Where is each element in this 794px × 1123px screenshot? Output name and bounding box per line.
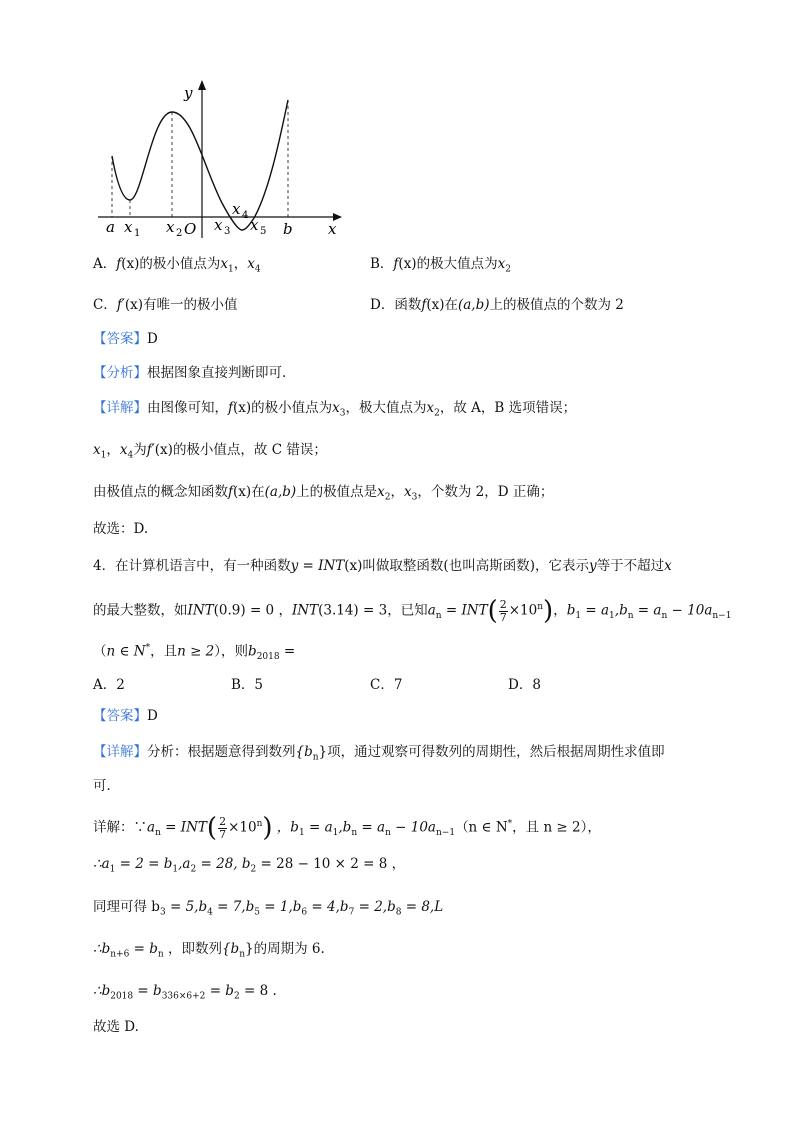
q3-answer: 【答案】D (93, 331, 158, 347)
q4-stem-1: 4．在计算机语言中，有一种函数y = INT(x)叫做取整函数(也叫高斯函数)，它表示y等于不超过x (93, 558, 672, 574)
label-origin: O (184, 220, 197, 238)
x-label: x (328, 220, 337, 238)
q4-detail-2: 可． (93, 778, 120, 794)
y-label: y (184, 84, 193, 102)
label-a: a (106, 218, 115, 236)
q3-analysis: 【分析】根据图象直接判断即可. (93, 365, 287, 381)
label-x1-sub: 1 (134, 228, 141, 239)
label-x5-sub: 5 (260, 226, 267, 237)
label-x5: x (250, 216, 259, 234)
q4-option-b[interactable]: B．5 (231, 677, 264, 693)
y-axis-arrow (198, 80, 206, 90)
curve (112, 100, 288, 230)
q3-detail-2: $x_1$，$x_4$为f′(x)的极小值点，故 C 错误； (93, 442, 327, 461)
q4-stem-2: 的最大整数，如INT(0.9) = 0 ，INT(3.14) = 3，已知$a_n = INT$( $\frac{2}{7}$ $\times 10^n$)，$b_1 = a_1,b_n = a_n - 10a_{n-1}$ (93, 596, 732, 626)
q4-answer: 【答案】D (93, 708, 158, 724)
label-x2: x (166, 218, 175, 236)
label-x3: x (214, 216, 223, 234)
q4-detail-4: $\therefore a_1 = 2 = b_1,a_2 = 28$, $b_2 = 28 - 10 \times 2 = 8$ ， (93, 856, 406, 875)
q4-choose: 故选 D. (93, 1019, 139, 1035)
q4-option-c[interactable]: C．7 (370, 677, 403, 693)
q4-detail-3: 详解：$\because a_n = INT$( $\frac{2}{7}$ $\times 10^n$) ，$b_1 = a_1,b_n = a_n - 10a_{n-1}(n$ ∈ N*，且 n ≥ 2）， (93, 813, 601, 843)
q4-detail-7: $\therefore b_{2018} = b_{336\times 6+2} = b_2 = 8$ . (93, 983, 277, 1002)
function-graph (92, 78, 352, 243)
q3-detail-3: 由极值点的概念知函数f(x)在(a,b)上的极值点是$x_2$，$x_3$，个数为 2，D 正确； (93, 484, 554, 503)
label-b: b (283, 220, 293, 238)
option-a[interactable]: A．f(x)的极小值点为$x_1$，$x_4$ (93, 256, 261, 275)
option-c[interactable]: C．f′(x)有唯一的极小值 (93, 297, 238, 313)
q4-detail-1: 【详解】分析：根据题意得到数列$\{b_n\}$项，通过观察可得数列的周期性，然后根据周期性求值即 (93, 744, 665, 763)
option-d[interactable]: D．函数f(x)在(a,b)上的极值点的个数为 2 (370, 297, 624, 313)
q4-option-a[interactable]: A．2 (93, 677, 125, 693)
label-x1: x (124, 218, 133, 236)
label-x4-sub: 4 (242, 210, 249, 221)
label-x3-sub: 3 (224, 226, 231, 237)
q4-detail-6: $\therefore b_{n+6} = b_n$ ，即数列$\{b_n\}$的周期为 6. (93, 941, 325, 960)
label-x4: x (232, 200, 241, 218)
q3-choose: 故选：D. (93, 521, 149, 537)
label-x2-sub: 2 (176, 228, 183, 239)
q3-detail-1: 【详解】由图像可知，f(x)的极小值点为$x_3$，极大值点为$x_2$，故 A，B 选项错误； (93, 400, 577, 419)
q4-option-d[interactable]: D．8 (508, 677, 541, 693)
q4-detail-5: 同理可得 $b_3 = 5,b_4 = 7,b_5 = 1,b_6 = 4,b_7 = 2,b_8 = 8,L$ (93, 899, 444, 918)
option-b[interactable]: B．f(x)的极大值点为$x_2$ (370, 256, 511, 275)
q4-stem-3: （n ∈ N*，且n ≥ 2），则$b_{2018}$ = (93, 643, 296, 663)
